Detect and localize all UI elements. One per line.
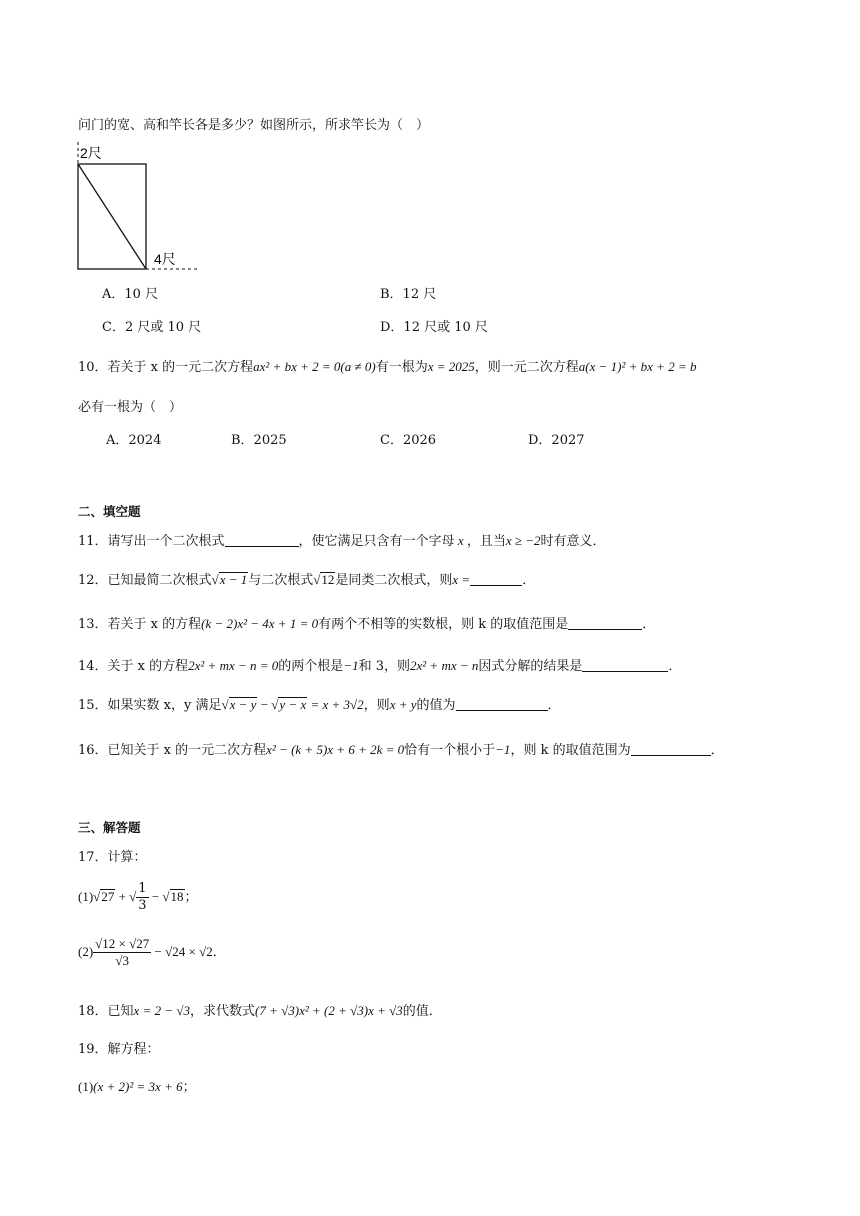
- q9-option-a[interactable]: A．10 尺: [102, 287, 159, 302]
- q19-part1: (1)(x + 2)² = 3x + 6；: [78, 1079, 196, 1095]
- section-solve-heading: 三、解答题: [78, 820, 141, 835]
- q11-answer-blank[interactable]: [225, 534, 299, 547]
- q9-option-d[interactable]: D．12 尺或 10 尺: [380, 320, 488, 335]
- q15-answer-blank[interactable]: [456, 698, 548, 711]
- q10-option-b[interactable]: B．2025: [231, 433, 287, 448]
- label-4chi: 4尺: [154, 251, 176, 267]
- section-fill-in-blank-heading: 二、填空题: [78, 504, 141, 519]
- q14: 14．关于 x 的方程2x² + mx − n = 0的两个根是−1和 3，则2x² + mx − n因式分解的结果是 ．: [78, 658, 682, 674]
- q10-option-a[interactable]: A．2024: [106, 433, 162, 448]
- q9-stem: 问门的宽、高和竿长各是多少？如图所示，所求竿长为（ ）: [78, 118, 430, 133]
- fraction-sqrt-product: $\frac{√12 \times √27}{√3}$: [95, 936, 150, 968]
- q9-option-b[interactable]: B．12 尺: [380, 287, 437, 302]
- q16: 16．已知关于 x 的一元二次方程x² − (k + 5)x + 6 + 2k = 0恰有一个根小于−1，则 k 的取值范围为 ．: [78, 742, 724, 758]
- q12: 12．已知最简二次根式√x − 1与二次根式√12是同类二次根式，则x = ．: [78, 572, 536, 588]
- q11: 11．请写出一个二次根式 ，使它满足只含有一个字母 x ，且当x ≥ −2时有意义．: [78, 533, 606, 549]
- q13: 13．若关于 x 的方程(k − 2)x² − 4x + 1 = 0有两个不相等的实数根，则 k 的取值范围是 ．: [78, 616, 656, 632]
- q19-stem: 19．解方程：: [78, 1042, 160, 1057]
- q10-option-c[interactable]: C．2026: [380, 433, 437, 448]
- label-2chi: 2尺: [80, 145, 102, 161]
- pole-diagonal: [78, 164, 146, 269]
- q13-answer-blank[interactable]: [568, 617, 642, 630]
- q12-answer-blank[interactable]: [470, 573, 522, 586]
- q15: 15．如果实数 x，y 满足√x − y − √y − x = x + 3√2，则x + y的值为 ．: [78, 697, 561, 713]
- q10-line2: 必有一根为（ ）: [78, 400, 183, 415]
- q10-option-d[interactable]: D．2027: [528, 433, 585, 448]
- q10-line1: 10．若关于 x 的一元二次方程ax² + bx + 2 = 0(a ≠ 0)有一根为x = 2025，则一元二次方程a(x − 1)² + bx + 2 = b: [78, 359, 697, 375]
- q9-option-c[interactable]: C．2 尺或 10 尺: [102, 320, 202, 335]
- q16-answer-blank[interactable]: [631, 743, 711, 756]
- q9-figure: [70, 140, 210, 275]
- q18: 18．已知x = 2 − √3，求代数式(7 + √3)x² + (2 + √3)x + √3的值．: [78, 1003, 442, 1019]
- q17-part1: (1)√27 + √ $\frac{1}{3}$ − √18；: [78, 881, 198, 913]
- q17-part2: (2) $\frac{√12 \times √27}{√3}$ − √24 × √2．: [78, 936, 226, 968]
- fraction-one-third: $\frac{1}{3}$: [138, 881, 147, 913]
- q17-stem: 17．计算：: [78, 850, 147, 865]
- q14-answer-blank[interactable]: [582, 659, 668, 672]
